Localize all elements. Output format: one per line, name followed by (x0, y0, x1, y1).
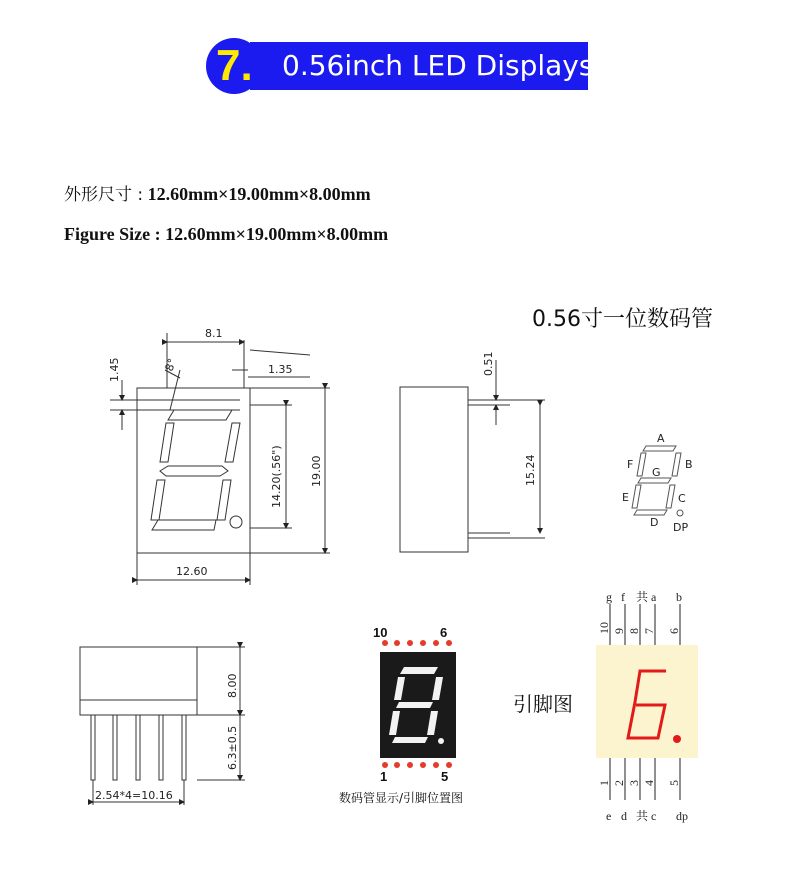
seg-label-dp: DP (673, 521, 689, 534)
pin-top-letter: f (621, 590, 625, 604)
pin-bottom-number: 4 (642, 780, 656, 786)
figure-size-en-sep: : (150, 224, 161, 244)
seg-label-a: A (657, 432, 665, 445)
pin-bottom-number: 3 (627, 780, 641, 786)
front-seg-c (217, 480, 231, 520)
pin-top-letter: g (606, 590, 612, 604)
pin-diagram-body (596, 645, 698, 758)
dim-pin-length-text: 6.3±0.5 (226, 725, 239, 770)
dim-angle-text: 8° (162, 356, 180, 374)
module-caption: 数码管显示/引脚位置图 (339, 791, 464, 805)
pin-top-letter: a (651, 590, 657, 604)
dim-width-top-text: 8.1 (205, 327, 223, 340)
front-view (110, 333, 330, 585)
bottom-body (80, 647, 197, 715)
photo-pin-6: 6 (440, 625, 448, 640)
figure-size-en-value: 12.60mm×19.00mm×8.00mm (160, 224, 389, 244)
banner-number: 7. (216, 41, 253, 90)
photo-pins-bottom (382, 762, 452, 768)
bottom-view (80, 647, 245, 805)
led-module-photo (380, 640, 456, 768)
dim-digit-height-text: 14.20(.56") (270, 445, 283, 508)
pin-bottom-letter: dp (676, 809, 688, 823)
banner-title: 0.56inch LED Displays (282, 49, 594, 82)
pin-bottom-number: 1 (597, 780, 611, 786)
segment-diagram (632, 446, 683, 516)
seg-label-f: F (627, 458, 634, 471)
dim-offset-text: 1.45 (108, 357, 121, 382)
pin-diagram-dp (673, 735, 681, 743)
pin-bottom-number: 2 (612, 780, 626, 786)
seg-label-d: D (650, 516, 659, 529)
pin-top-number: 9 (612, 628, 626, 634)
photo-pin-10: 10 (373, 625, 388, 640)
pin-diagram-label: 引脚图 (513, 692, 573, 716)
pin-bottom-letter: 共 (636, 809, 649, 823)
pin-bottom-number: 5 (667, 780, 681, 786)
front-seg-d (152, 520, 216, 530)
dim-pin-width-text: 0.51 (482, 351, 495, 376)
side-body (400, 387, 468, 552)
dim-height-text: 19.00 (310, 455, 323, 487)
photo-pin-5: 5 (441, 769, 449, 784)
seg-label-g: G (652, 466, 661, 479)
photo-pins-top (382, 640, 452, 646)
figure-size-cn-label: 外形尺寸 : (64, 185, 144, 205)
dim-pitch-text: 1.35 (268, 363, 293, 376)
front-body (137, 388, 250, 553)
seg-label-b: B (685, 458, 693, 471)
photo-pin-1: 1 (380, 769, 388, 784)
pin-top-number: 7 (642, 628, 656, 634)
pin-top-number: 10 (597, 622, 611, 634)
front-seg-b (225, 423, 240, 462)
front-seg-f (160, 423, 174, 462)
seg-label-c: C (678, 492, 686, 505)
pin-top-letter: b (676, 590, 682, 604)
figure-size-cn-value: 12.60mm×19.00mm×8.00mm (143, 184, 371, 204)
pin-bottom-letter: c (651, 809, 657, 823)
diagram-title: 0.56寸一位数码管 (532, 307, 713, 332)
pin-bottom-letter: e (606, 809, 612, 823)
figure-size-en-label: Figure Size (64, 224, 151, 244)
pin-bottom-letter: d (621, 809, 627, 823)
front-seg-g (160, 466, 228, 476)
seg-label-e: E (622, 491, 629, 504)
dim-pin-pitch-text: 2.54*4=10.16 (95, 789, 173, 802)
pin-top-letter: 共 (636, 590, 649, 604)
front-seg-e (151, 480, 165, 520)
front-seg-a (168, 410, 232, 420)
dim-pin-spacing-text: 15.24 (524, 454, 537, 486)
dim-depth-text: 8.00 (226, 673, 239, 698)
pin-top-number: 8 (627, 628, 641, 634)
dim-width-text: 12.60 (176, 565, 208, 578)
pin-top-number: 6 (667, 628, 681, 634)
front-seg-dp (230, 516, 242, 528)
